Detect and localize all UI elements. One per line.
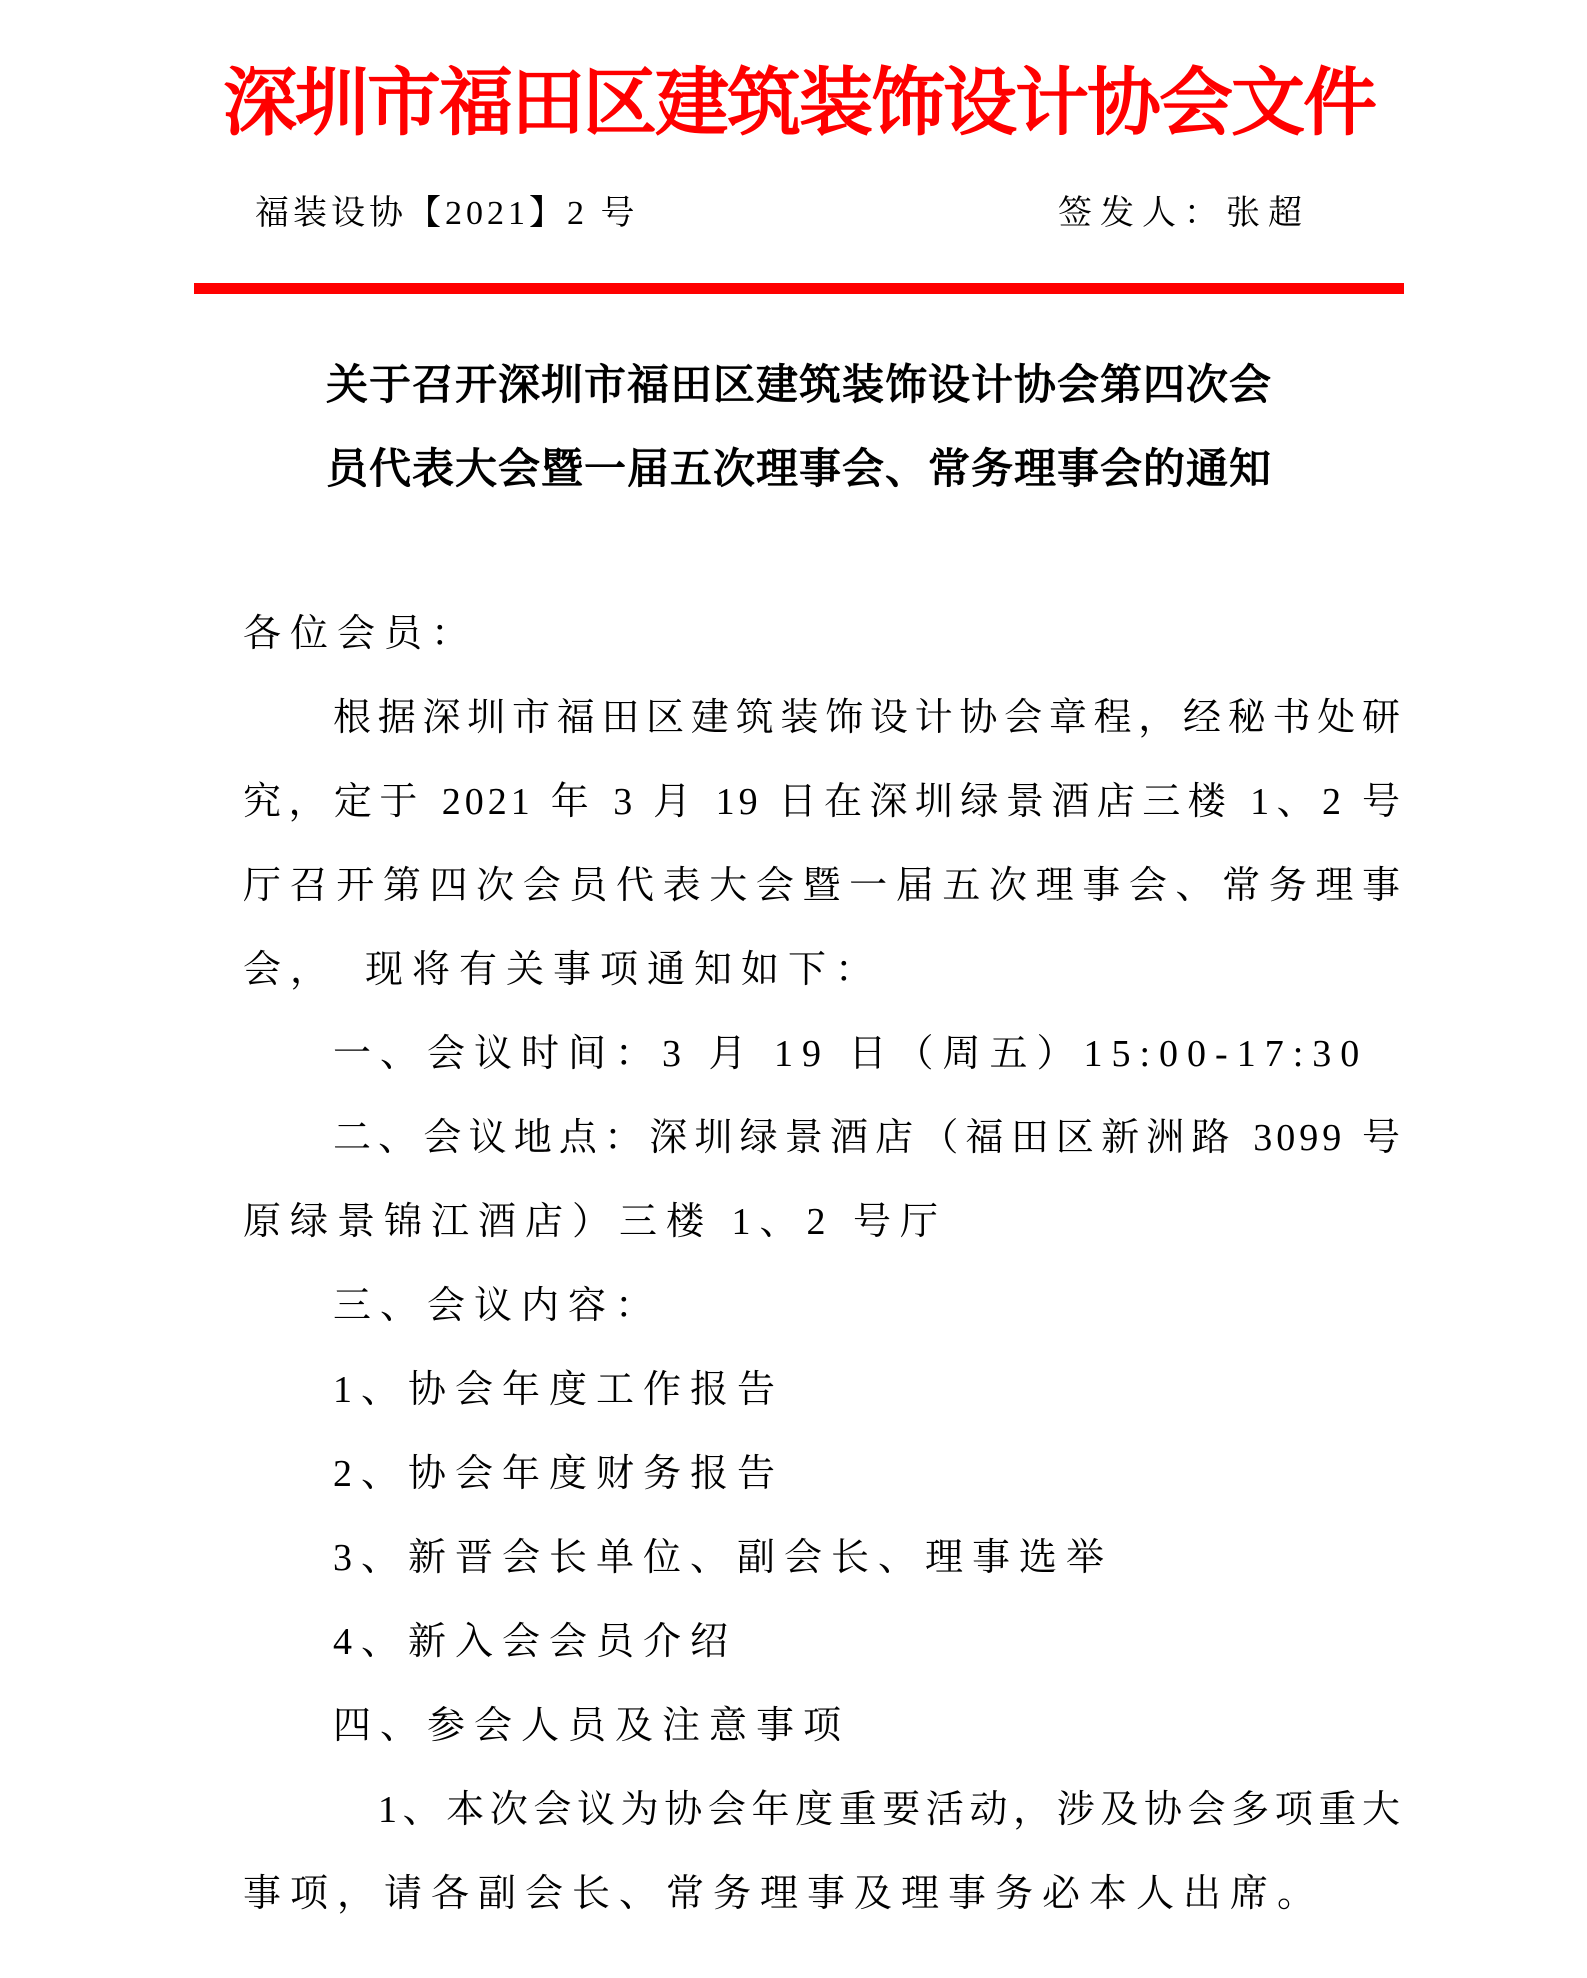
body-line: 究，定于 2021 年 3 月 19 日在深圳绿景酒店三楼 1、2 号 — [243, 781, 1404, 823]
body-line: 厅召开第四次会员代表大会暨一届五次理事会、常务理事 — [243, 865, 1404, 907]
red-separator-line — [194, 283, 1404, 294]
subject-title — [194, 343, 1404, 511]
body-line: 各位会员： — [243, 613, 479, 655]
body-line: 三、会议内容： — [333, 1285, 663, 1327]
subject-line-2: 员代表大会暨一届五次理事会、常务理事会的通知 — [325, 445, 1272, 492]
body-line: 3、新晋会长单位、副会长、理事选举 — [333, 1537, 1114, 1579]
body-line: 2、协会年度财务报告 — [333, 1453, 785, 1495]
doc-number: 福装设协【2021】2 号 — [255, 195, 639, 232]
issuer — [1058, 190, 1310, 238]
body-line: 1、协会年度工作报告 — [333, 1369, 785, 1411]
subject-line-1: 关于召开深圳市福田区建筑装饰设计协会第四次会 — [325, 361, 1272, 408]
body-line: 1、本次会议为协会年度重要活动，涉及协会多项重大 — [378, 1789, 1404, 1831]
body-line: 会， 现将有关事项通知如下： — [243, 949, 883, 991]
body-line: 二、会议地点：深圳绿景酒店（福田区新洲路 3099 号 — [333, 1117, 1404, 1159]
document-body — [243, 592, 1404, 1936]
letterhead-title: 深圳市福田区建筑装饰设计协会文件 — [223, 61, 1375, 144]
issuer-label: 签发人： — [1058, 195, 1226, 232]
body-line: 原绿景锦江酒店）三楼 1、2 号厅 — [243, 1201, 948, 1243]
body-line: 四、参会人员及注意事项 — [333, 1705, 851, 1747]
body-line: 一、会议时间：3 月 19 日（周五）15:00-17:30 — [333, 1033, 1369, 1075]
body-line: 事项，请各副会长、常务理事及理事务必本人出席。 — [243, 1873, 1325, 1915]
body-line: 根据深圳市福田区建筑装饰设计协会章程，经秘书处研 — [333, 697, 1404, 739]
doc-meta-row — [243, 190, 1404, 238]
body-line: 4、新入会会员介绍 — [333, 1621, 738, 1663]
issuer-name: 张超 — [1226, 195, 1310, 232]
